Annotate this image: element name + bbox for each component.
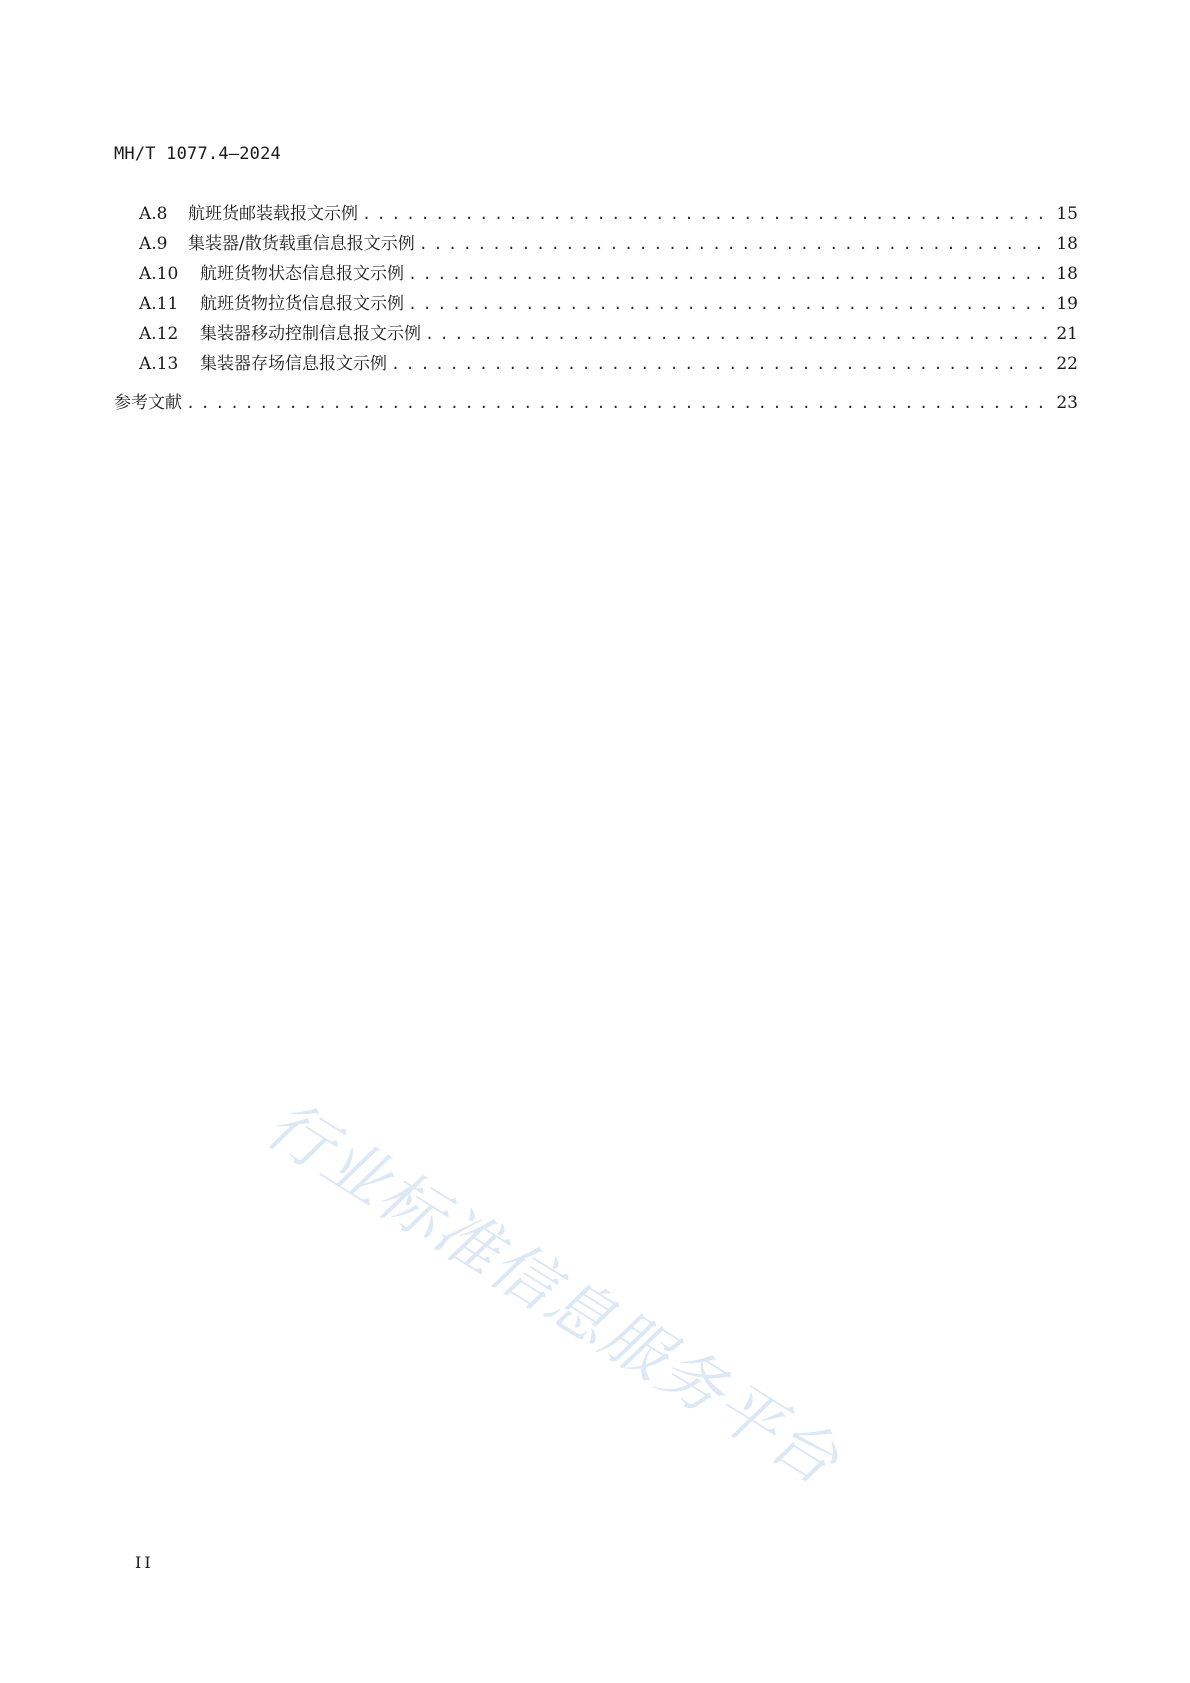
toc-entry-number: A.10 xyxy=(139,264,179,284)
toc-entry-page: 15 xyxy=(1056,204,1078,224)
toc-entry-page: 22 xyxy=(1056,354,1078,374)
toc-entry-title: 航班货邮装载报文示例 xyxy=(188,204,358,224)
toc-leader-dots xyxy=(419,235,1053,253)
document-header: MH/T 1077.4—2024 xyxy=(114,144,281,164)
toc-entry-page: 21 xyxy=(1056,324,1078,344)
toc-entry-page: 18 xyxy=(1056,234,1078,254)
toc-leader-dots xyxy=(362,205,1052,223)
toc-leader-dots xyxy=(425,325,1052,343)
toc-entry-a8[interactable] xyxy=(139,199,1078,229)
toc-entry-number: A.13 xyxy=(139,354,179,374)
toc-entry-page: 18 xyxy=(1056,264,1078,284)
toc-entry-references[interactable] xyxy=(114,388,1078,418)
toc-entry-a9[interactable] xyxy=(139,229,1078,259)
toc-entry-title: 集装器移动控制信息报文示例 xyxy=(200,324,421,344)
toc-entry-page: 23 xyxy=(1056,393,1078,413)
toc-entry-number: A.11 xyxy=(139,294,179,314)
toc-entry-a12[interactable] xyxy=(139,319,1078,349)
toc-leader-dots xyxy=(408,295,1052,313)
toc-leader-dots xyxy=(408,265,1052,283)
toc-entry-number: A.8 xyxy=(139,204,168,224)
toc-entry-page: 19 xyxy=(1056,294,1078,314)
toc-entry-title: 集装器存场信息报文示例 xyxy=(200,354,387,374)
toc-entry-title: 集装器/散货载重信息报文示例 xyxy=(188,234,415,254)
toc-entry-a10[interactable] xyxy=(139,259,1078,289)
toc-entry-number: A.12 xyxy=(139,324,179,344)
toc-entry-a11[interactable] xyxy=(139,289,1078,319)
toc-leader-dots xyxy=(391,355,1052,373)
page-number: II xyxy=(135,1553,154,1572)
toc-entry-title: 航班货物拉货信息报文示例 xyxy=(200,294,404,314)
toc-entry-a13[interactable] xyxy=(139,349,1078,379)
toc-leader-dots xyxy=(186,394,1052,412)
watermark: 行业标准信息服务平台 xyxy=(252,1087,852,1501)
toc-entry-number: A.9 xyxy=(139,234,168,254)
toc-entry-title: 航班货物状态信息报文示例 xyxy=(200,264,404,284)
toc-entry-title: 参考文献 xyxy=(114,393,182,413)
